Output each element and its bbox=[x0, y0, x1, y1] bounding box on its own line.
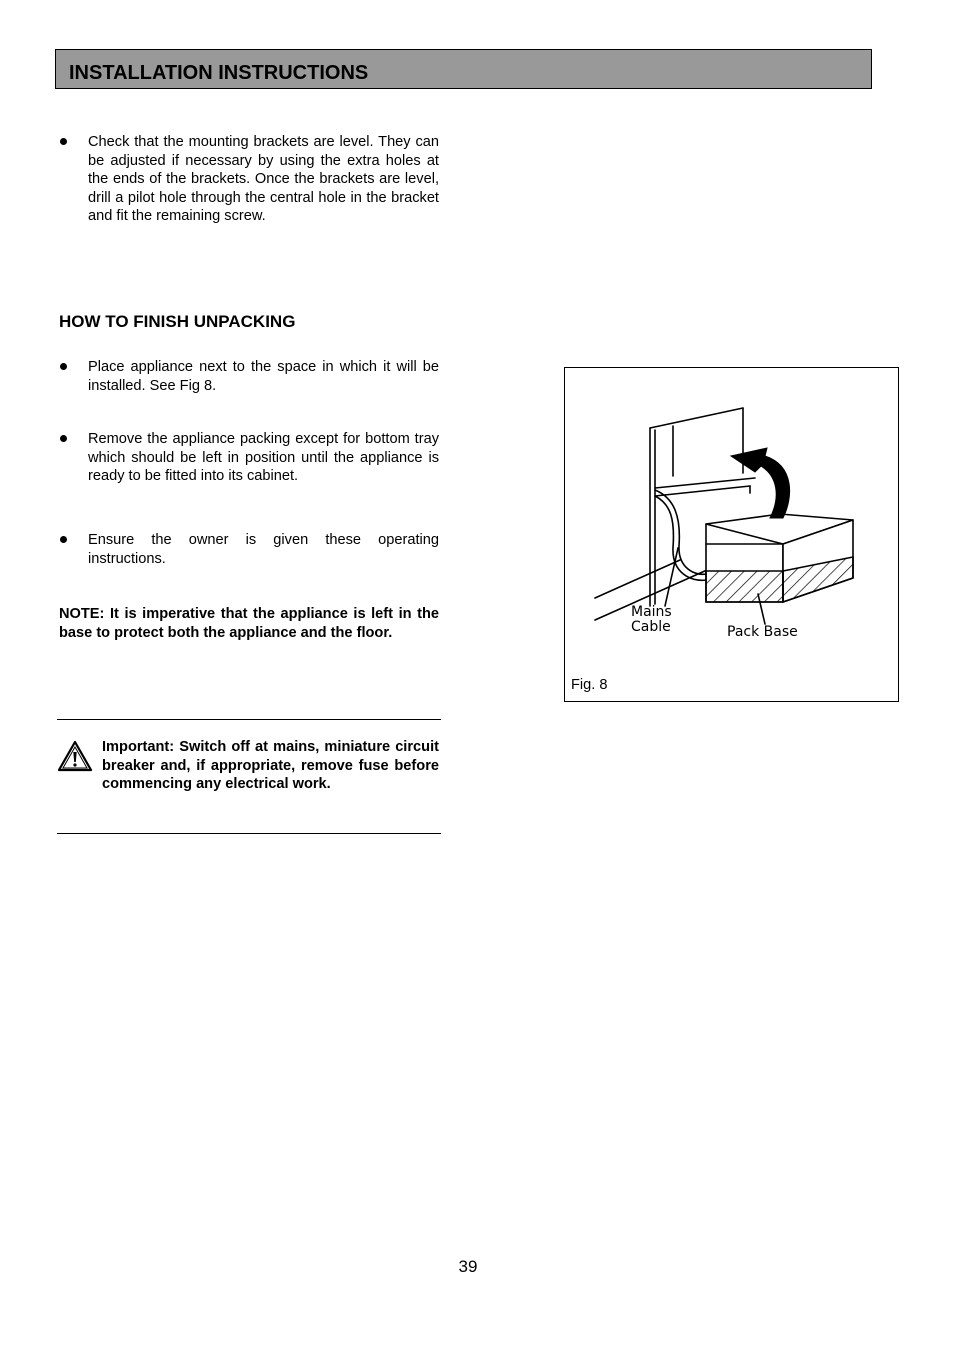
note-text: NOTE: It is imperative that the appliance is left in the base to protect both the appliance and the floor. bbox=[59, 606, 439, 641]
bullet-icon bbox=[60, 435, 67, 442]
list-item bbox=[59, 133, 439, 226]
figure-label-pack-base: Pack Base bbox=[727, 624, 798, 640]
bullet-icon bbox=[60, 536, 67, 543]
divider-bottom bbox=[57, 833, 441, 834]
section-header-bar bbox=[55, 49, 872, 89]
figure-caption: Fig. 8 bbox=[571, 677, 608, 693]
list-item bbox=[59, 430, 439, 486]
bullet-icon bbox=[60, 363, 67, 370]
figure-label-cable: Cable bbox=[631, 619, 671, 635]
page-title: INSTALLATION INSTRUCTIONS bbox=[69, 62, 369, 84]
list-item-text: Remove the appliance packing except for bottom tray which should be left in position until the appliance is ready to be fitted into its cabinet. bbox=[88, 431, 439, 485]
list-item bbox=[59, 531, 439, 568]
page-number: 39 bbox=[458, 1257, 478, 1276]
warning-text: Important: Switch off at mains, miniature circuit breaker and, if appropriate, remove fuse before commencing any electrical work. bbox=[102, 739, 439, 793]
list-item bbox=[59, 358, 439, 395]
bullet-icon bbox=[60, 138, 67, 145]
warning-triangle-icon bbox=[57, 740, 93, 772]
list-item-text: Place appliance next to the space in which it will be installed. See Fig 8. bbox=[88, 359, 439, 394]
divider-top bbox=[57, 719, 441, 720]
list-item-text: Check that the mounting brackets are level. They can be adjusted if necessary by using the extra holes at the ends of the brackets. Once the brackets are level, drill a pilot hole through the central hole in the bracket and fit the remaining screw. bbox=[88, 134, 439, 225]
figure-8 bbox=[564, 367, 899, 702]
appliance-unpacking-illustration bbox=[565, 368, 898, 701]
lift-arrow-icon bbox=[731, 448, 790, 518]
list-item-text: Ensure the owner is given these operating instructions. bbox=[88, 532, 439, 567]
section-heading: HOW TO FINISH UNPACKING bbox=[59, 312, 296, 331]
figure-label-mains: Mains bbox=[631, 604, 672, 620]
